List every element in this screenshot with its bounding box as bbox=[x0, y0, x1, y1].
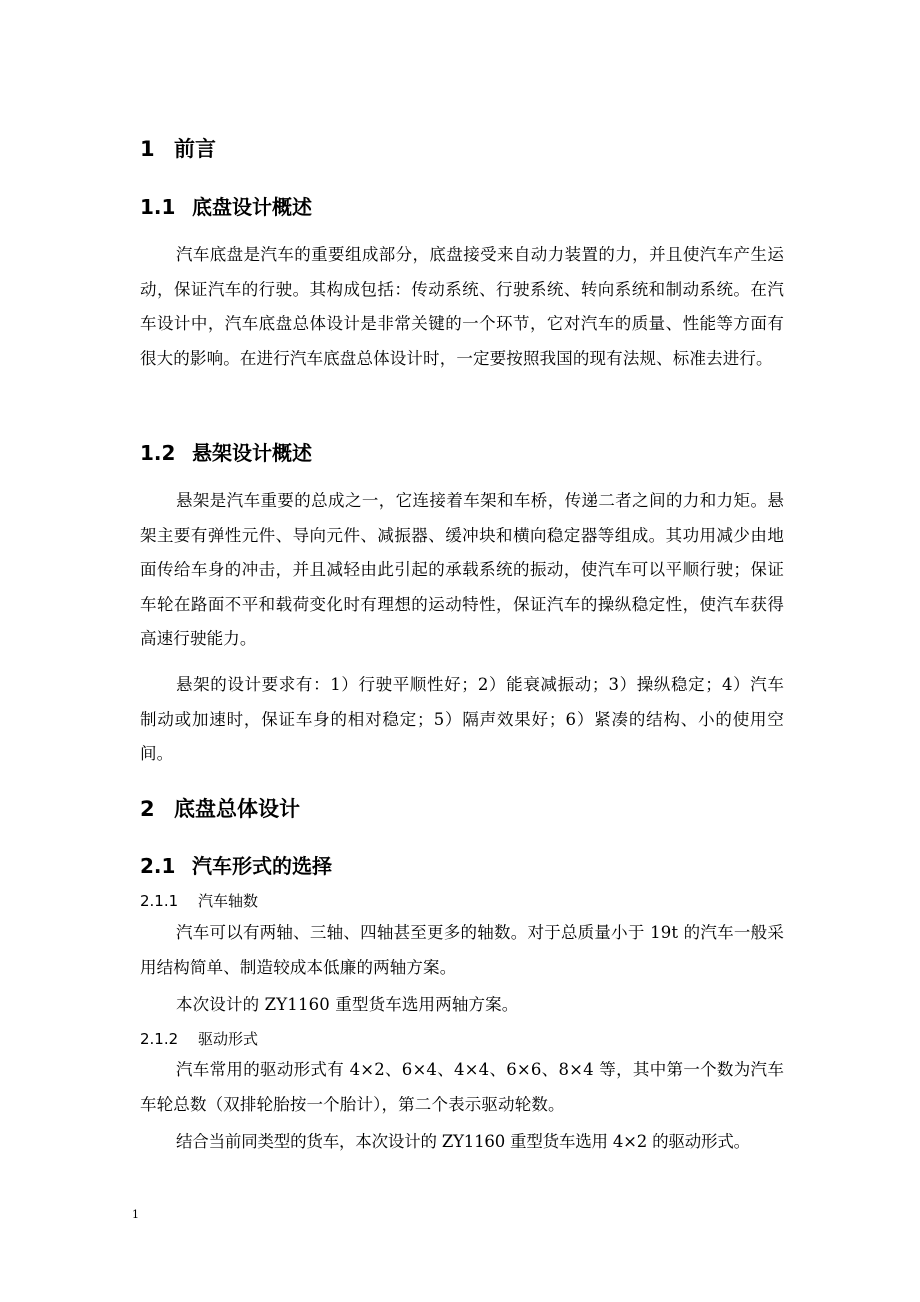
section-number: 1 bbox=[140, 137, 155, 161]
paragraph-axle-choice: 本次设计的 ZY1160 重型货车选用两轴方案。 bbox=[176, 995, 519, 1014]
section-title: 汽车轴数 bbox=[198, 892, 259, 910]
section-number: 2.1 bbox=[140, 854, 176, 878]
paragraph-drive-forms: 汽车常用的驱动形式有 4×2、6×4、4×4、6×6、8×4 等，其中第一个数为汽车车轮总数（双排轮胎按一个胎计），第二个表示驱动轮数。 bbox=[140, 1060, 784, 1114]
paragraph-suspension-requirements: 悬架的设计要求有：1）行驶平顺性好；2）能衰减振动；3）操纵稳定；4）汽车制动或加速时，保证车身的相对稳定；5）隔声效果好；6）紧凑的结构、小的使用空间。 bbox=[140, 675, 784, 763]
section-number: 2 bbox=[140, 797, 155, 821]
paragraph-chassis-overview: 汽车底盘是汽车的重要组成部分，底盘接受来自动力装置的力，并且使汽车产生运动，保证汽车的行驶。其构成包括：传动系统、行驶系统、转向系统和制动系统。在汽车设计中，汽车底盘总体设计是非常关键的一个环节，它对汽车的质量、性能等方面有很大的影响。在进行汽车底盘总体设计时，一定要按照我国的现有法规、标准去进行。 bbox=[140, 245, 784, 368]
page-number: 1 bbox=[132, 1208, 139, 1221]
paragraph-drive-choice: 结合当前同类型的货车，本次设计的 ZY1160 重型货车选用 4×2 的驱动形式。 bbox=[176, 1132, 750, 1151]
section-heading-2-1-1 bbox=[140, 890, 258, 911]
section-heading-1-2 bbox=[140, 437, 312, 466]
paragraph-axle-count: 汽车可以有两轴、三轴、四轴甚至更多的轴数。对于总质量小于 19t 的汽车一般采用结构简单、制造较成本低廉的两轴方案。 bbox=[140, 923, 784, 977]
section-heading-2 bbox=[140, 793, 300, 823]
paragraph-suspension-overview: 悬架是汽车重要的总成之一，它连接着车架和车桥，传递二者之间的力和力矩。悬架主要有弹性元件、导向元件、减振器、缓冲块和横向稳定器等组成。其功用减少由地面传给车身的冲击，并且减轻由此引起的承载系统的振动，使汽车可以平顺行驶；保证车轮在路面不平和载荷变化时有理想的运动特性，保证汽车的操纵稳定性，使汽车获得高速行驶能力。 bbox=[140, 491, 784, 648]
section-number: 1.1 bbox=[140, 195, 176, 219]
section-number: 2.1.1 bbox=[140, 892, 179, 910]
section-title: 底盘设计概述 bbox=[192, 195, 312, 219]
section-title: 汽车形式的选择 bbox=[192, 854, 332, 878]
section-number: 1.2 bbox=[140, 441, 176, 465]
section-heading-2-1-2 bbox=[140, 1028, 258, 1049]
section-title: 底盘总体设计 bbox=[174, 797, 300, 821]
section-heading-1-1 bbox=[140, 191, 312, 220]
section-title: 前言 bbox=[174, 137, 216, 161]
section-title: 悬架设计概述 bbox=[192, 441, 312, 465]
section-heading-2-1 bbox=[140, 850, 332, 879]
section-number: 2.1.2 bbox=[140, 1030, 179, 1048]
section-heading-1 bbox=[140, 133, 216, 163]
section-title: 驱动形式 bbox=[198, 1030, 259, 1048]
